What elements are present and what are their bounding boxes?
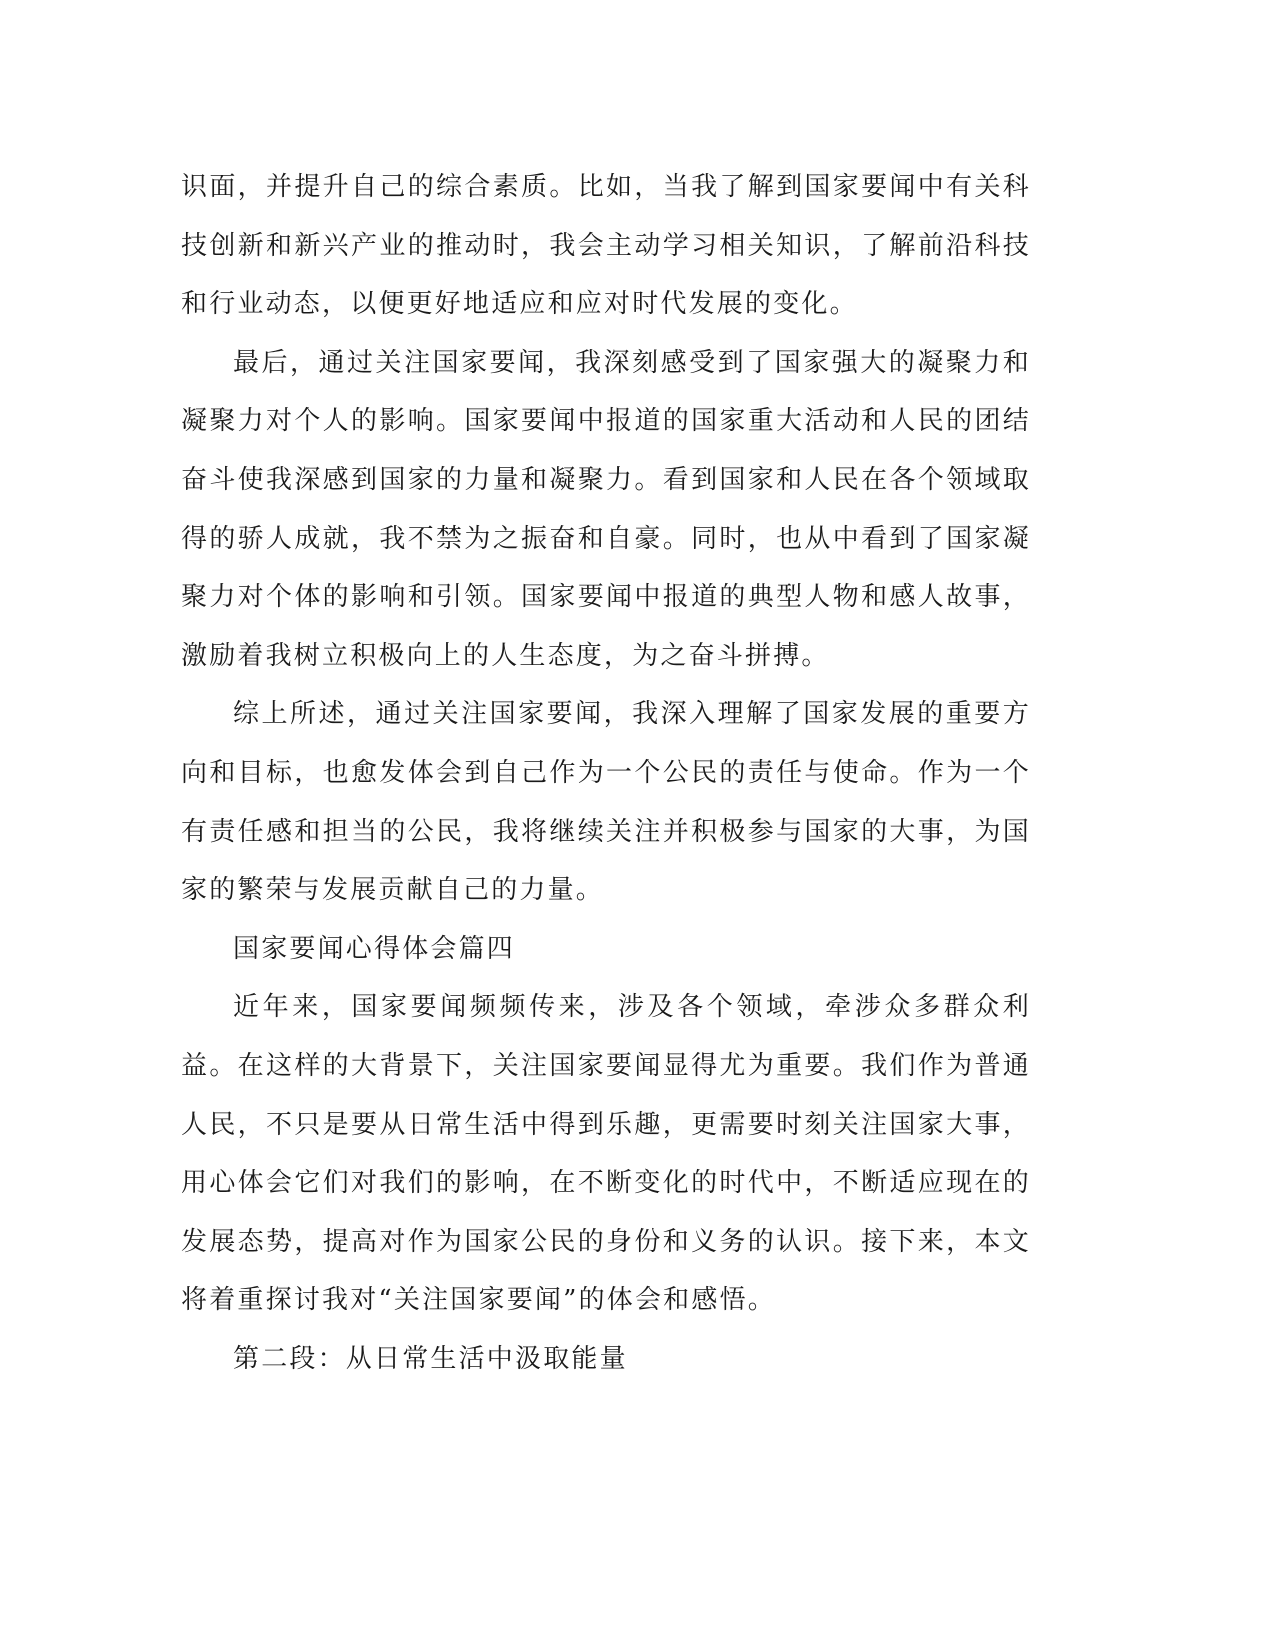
paragraph-conclusion-last: 最后，通过关注国家要闻，我深刻感受到了国家强大的凝聚力和凝聚力对个人的影响。国家要闻中报道的国家重大活动和人民的团结奋斗使我深感到国家的力量和凝聚力。看到国家和人民在各个领域取得的骄人成就，我不禁为之振奋和自豪。同时，也从中看到了国家凝聚力对个体的影响和引领。国家要闻中报道的典型人物和感人故事，激励着我树立积极向上的人生态度，为之奋斗拼搏。 [181,347,1031,671]
paragraph-introduction: 近年来，国家要闻频频传来，涉及各个领域，牵涉众多群众利益。在这样的大背景下，关注国家要闻显得尤为重要。我们作为普通人民，不只是要从日常生活中得到乐趣，更需要时刻关注国家大事，用心体会它们对我们的影响，在不断变化的时代中，不断适应现在的发展态势，提高对作为国家公民的身份和义务的认识。接下来，本文将着重探讨我对“关注国家要闻”的体会和感悟。 [181,992,1031,1316]
section-title-part-four: 国家要闻心得体会篇四 [233,933,516,964]
paragraph-summary: 综上所述，通过关注国家要闻，我深入理解了国家发展的重要方向和目标，也愈发体会到自己作为一个公民的责任与使命。作为一个有责任感和担当的公民，我将继续关注并积极参与国家的大事，为国家的繁荣与发展贡献自己的力量。 [181,699,1031,906]
document-body [181,158,1031,1388]
paragraph-continued: 识面，并提升自己的综合素质。比如，当我了解到国家要闻中有关科技创新和新兴产业的推动时，我会主动学习相关知识，了解前沿科技和行业动态，以便更好地适应和应对时代发展的变化。 [181,172,1031,320]
section-subtitle-second: 第二段：从日常生活中汲取能量 [233,1343,628,1374]
